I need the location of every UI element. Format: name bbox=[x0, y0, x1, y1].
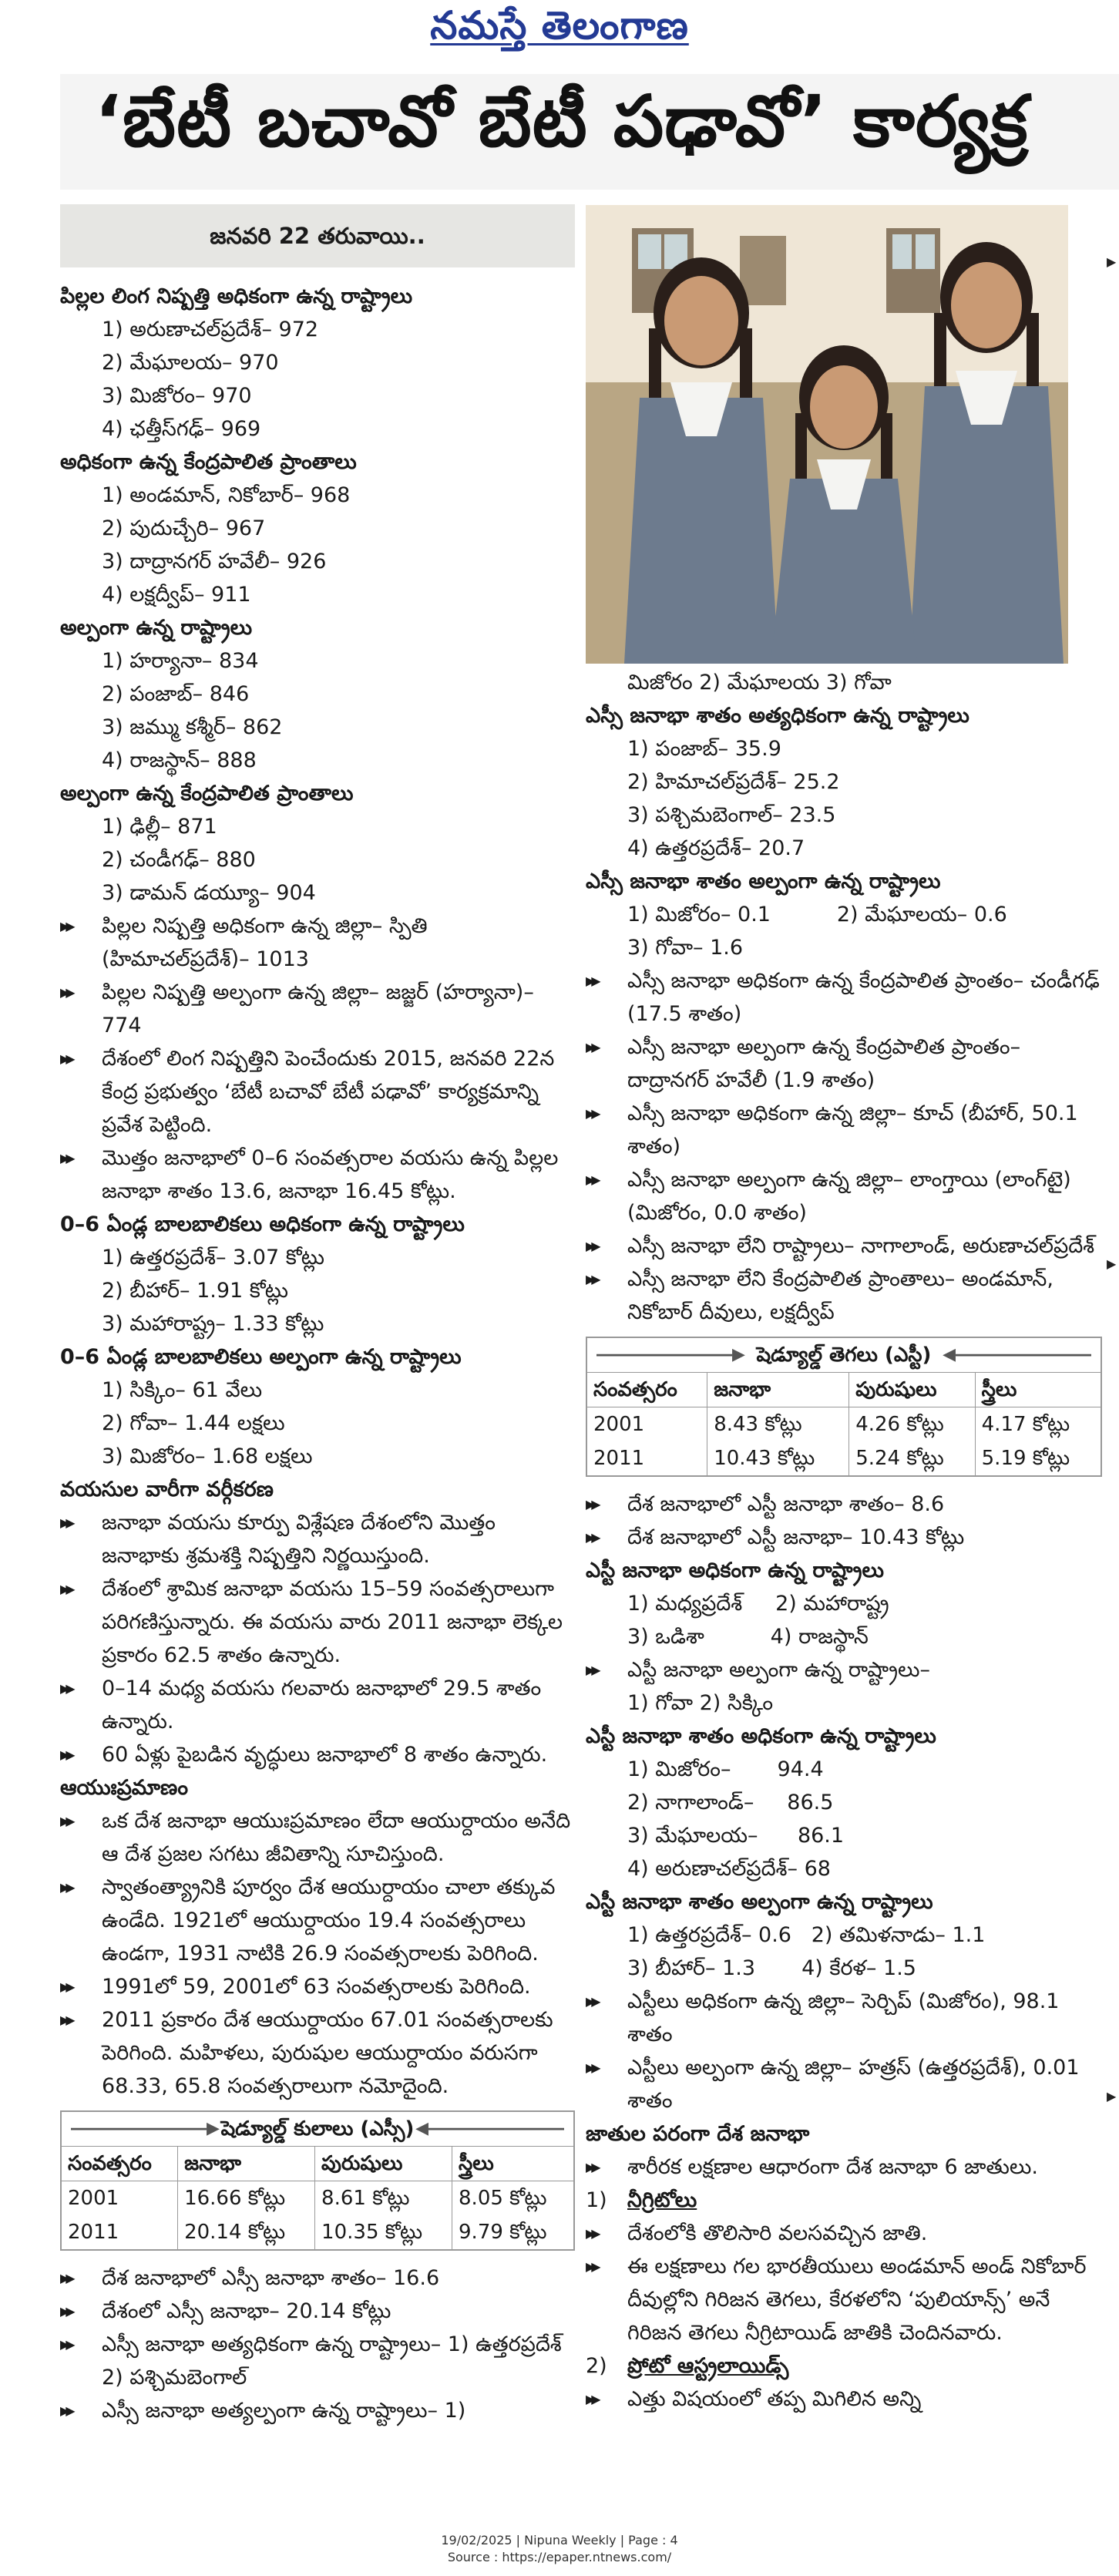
list-item: 1) మిజోరం– 94.4 bbox=[627, 1757, 824, 1781]
sc-table bbox=[60, 2110, 575, 2251]
list-item: 4) ఛత్తీస్‌గఢ్‌– 969 bbox=[102, 417, 261, 441]
bullet-item: ▶▶ ఎత్తు విషయంలో తప్ప మిగిలిన అన్ని bbox=[586, 2383, 1102, 2416]
list-item: 2) నాగాలాండ్‌– 86.5 bbox=[627, 1791, 834, 1814]
table-cell: 8.61 కోట్లు bbox=[315, 2181, 452, 2216]
section-heading: పిల్లల లింగ నిష్పత్తి అధికంగా ఉన్న రాష్ట్రాలు bbox=[60, 284, 413, 308]
column-left bbox=[60, 204, 575, 2427]
section-heading: అల్పంగా ఉన్న రాష్ట్రాలు bbox=[60, 616, 253, 640]
table-row bbox=[62, 2215, 573, 2249]
page-footer bbox=[0, 2532, 1119, 2566]
list-item: 3) ఒడిశా 4) రాజస్థాన్‌ bbox=[627, 1625, 869, 1649]
table-cell: 16.66 కోట్లు bbox=[178, 2181, 315, 2216]
bullet-item: ▶▶ 60 ఏళ్లు పైబడిన వృద్ధులు జనాభాలో 8 శాతం ఉన్నారు. bbox=[60, 1738, 575, 1771]
list-item: 3) మిజోరం– 1.68 లక్షలు bbox=[102, 1444, 313, 1468]
list-item: 3) జమ్ము కశ్మీర్‌– 862 bbox=[102, 715, 283, 739]
list-item: 1) మధ్యప్రదేశ్‌ 2) మహారాష్ట్ర bbox=[627, 1592, 889, 1616]
bullet-item: ▶▶ ఎస్సీ జనాభా అధికంగా ఉన్న జిల్లా– కూచ్‌ (బీహార్‌, 50.1 శాతం) bbox=[586, 1097, 1102, 1163]
table-header-cell: పురుషులు bbox=[849, 1373, 975, 1407]
bullet-item: ▶▶ 2011 ప్రకారం దేశ ఆయుర్దాయం 67.01 సంవత్సరాలకు పెరిగింది. మహిళలు, పురుషుల ఆయుర్దాయం వరుసగా 68.33, 65.8 సంవత్సరాలుగా నమోదైంది. bbox=[60, 2003, 575, 2103]
footer-source-line: Source : https://epaper.ntnews.com/ bbox=[447, 2550, 672, 2564]
table-header-row bbox=[587, 1373, 1101, 1407]
list-item: 1) హర్యానా– 834 bbox=[102, 649, 259, 673]
bullet-item: ▶▶ ఎస్సీ జనాభా అధికంగా ఉన్న కేంద్రపాలిత ప్రాంతం– చండీగఢ్‌ (17.5 శాతం) bbox=[586, 964, 1102, 1031]
list-item: 4) రాజస్థాన్‌– 888 bbox=[102, 748, 257, 772]
list-item: 4) లక్షద్వీప్‌– 911 bbox=[102, 583, 251, 607]
list-item: 3) డామన్‌ డయ్యూ– 904 bbox=[102, 881, 316, 905]
section-heading: అధికంగా ఉన్న కేంద్రపాలిత ప్రాంతాలు bbox=[60, 450, 357, 474]
race-subheading bbox=[586, 2184, 1102, 2217]
section-heading: 0–6 ఏండ్ల బాలబాలికలు అల్పంగా ఉన్న రాష్ట్రాలు bbox=[60, 1345, 462, 1369]
edge-bullet-icon: ▶ bbox=[1107, 254, 1117, 269]
list-item: 4) ఉత్తరప్రదేశ్‌– 20.7 bbox=[627, 836, 805, 860]
section-heading: ఆయుఃప్రమాణం bbox=[60, 1776, 189, 1800]
section-heading: వయసుల వారీగా వర్గీకరణ bbox=[60, 1478, 274, 1502]
list-item: 1) అండమాన్‌, నికోబార్‌– 968 bbox=[102, 483, 351, 507]
table-header-cell: సంవత్సరం bbox=[587, 1373, 707, 1407]
arrow-left-icon: ◀―――――――― bbox=[415, 2119, 564, 2138]
list-item: 2) బీహార్‌– 1.91 కోట్లు bbox=[102, 1279, 288, 1303]
table-header-cell: జనాభా bbox=[178, 2147, 315, 2181]
table-caption bbox=[62, 2112, 573, 2147]
bullet-item: ▶▶ 0–14 మధ్య వయసు గలవారు జనాభాలో 29.5 శాతం ఉన్నారు. bbox=[60, 1672, 575, 1738]
table-caption bbox=[587, 1338, 1101, 1373]
footer-date-line: 19/02/2025 | Nipuna Weekly | Page : 4 bbox=[441, 2533, 678, 2547]
bullet-item: ▶▶ ఒక దేశ జనాభా ఆయుఃప్రమాణం లేదా ఆయుర్దాయం అనేది ఆ దేశ ప్రజల సగటు జీవితాన్ని సూచిస్తుంది. bbox=[60, 1804, 575, 1871]
table-header-cell: జనాభా bbox=[707, 1373, 849, 1407]
bullet-item: ▶▶ ఎస్సీ జనాభా అత్యధికంగా ఉన్న రాష్ట్రాలు– 1) ఉత్తరప్రదేశ్‌ 2) పశ్చిమబెంగాల్‌ bbox=[60, 2328, 575, 2394]
list-item: 3) గోవా– 1.6 bbox=[627, 936, 744, 960]
list-item: 1) అరుణాచల్‌ప్రదేశ్‌– 972 bbox=[102, 318, 319, 341]
bullet-item: ▶▶ దేశంలో ఎస్సీ జనాభా– 20.14 కోట్లు bbox=[60, 2295, 575, 2328]
section-heading: అల్పంగా ఉన్న కేంద్రపాలిత ప్రాంతాలు bbox=[60, 782, 354, 805]
list-item: 1) ఉత్తరప్రదేశ్‌– 3.07 కోట్లు bbox=[102, 1246, 324, 1270]
section-heading: జాతుల పరంగా దేశ జనాభా bbox=[586, 2122, 810, 2146]
section-heading: 0–6 ఏండ్ల బాలబాలికలు అధికంగా ఉన్న రాష్ట్రాలు bbox=[60, 1212, 465, 1236]
bullet-item: ▶▶ 1991లో 59, 2001లో 63 సంవత్సరాలకు పెరిగింది. bbox=[60, 1970, 575, 2003]
bullet-item: ▶▶ ఎస్సీ జనాభా అత్యల్పంగా ఉన్న రాష్ట్రాలు– 1) bbox=[60, 2394, 575, 2427]
table-cell: 10.35 కోట్లు bbox=[315, 2215, 452, 2249]
race-title: నీగ్రిటోలు bbox=[627, 2188, 697, 2212]
bullet-item: ▶▶ దేశంలో లింగ నిష్పత్తిని పెంచేందుకు 2015, జనవరి 22న కేంద్ర ప్రభుత్వం ‘బేటీ బచావో బేటీ పఢావో’ కార్యక్రమాన్ని ప్రవేశ పెట్టింది. bbox=[60, 1042, 575, 1142]
list-item: 3) మిజోరం– 970 bbox=[102, 384, 252, 408]
bullet-item: ▶▶ ఎస్సీ జనాభా లేని రాష్ట్రాలు– నాగాలాండ్‌, అరుణాచల్‌ప్రదేశ్‌ bbox=[586, 1229, 1102, 1263]
bullet-item: ▶▶ శారీరక లక్షణాల ఆధారంగా దేశ జనాభా 6 జాతులు. bbox=[586, 2151, 1102, 2184]
race-title: ప్రోటో ఆస్ట్రలాయిడ్స్‌ bbox=[627, 2354, 789, 2378]
edge-bullet-icon: ▶ bbox=[1107, 2089, 1117, 2104]
bullet-item: ▶▶ పిల్లల నిష్పత్తి అధికంగా ఉన్న జిల్లా– స్పితి (హిమాచల్‌ప్రదేశ్‌)– 1013 bbox=[60, 910, 575, 976]
schoolgirls-photo bbox=[586, 205, 1068, 664]
bullet-item: ▶▶ ఈ లక్షణాలు గల భారతీయులు అండమాన్‌ అండ్‌ నికోబార్‌ దీవుల్లోని గిరిజన తెగలు, కేరళలోని ‘పులియాన్స్‌’ అనే గిరిజన తెగలు నీగ్రిటాయిడ్‌ జాతికి చెందినవారు. bbox=[586, 2250, 1102, 2349]
table-cell: 8.43 కోట్లు bbox=[707, 1407, 849, 1442]
edge-bullet-icon: ▶ bbox=[1107, 1256, 1117, 1271]
table-header-cell: పురుషులు bbox=[315, 2147, 452, 2181]
bullet-item: ▶▶ దేశ జనాభాలో ఎస్టీ జనాభా శాతం– 8.6 bbox=[586, 1488, 1102, 1521]
section-heading: ఎస్టీ జనాభా శాతం అధికంగా ఉన్న రాష్ట్రాలు bbox=[586, 1724, 936, 1748]
bullet-item: ▶▶ స్వాతంత్య్రానికి పూర్వం దేశ ఆయుర్దాయం చాలా తక్కువ ఉండేది. 1921లో ఆయుర్దాయం 19.4 సంవత్సరాలు ఉండగా, 1931 నాటికి 26.9 సంవత్సరాలకు పెరిగింది. bbox=[60, 1871, 575, 1970]
column-right bbox=[586, 666, 1102, 2416]
list-item: 2) చండీగఢ్‌– 880 bbox=[102, 848, 256, 872]
bullet-item: ▶▶ దేశ జనాభాలో ఎస్టీ జనాభా– 10.43 కోట్లు bbox=[586, 1521, 1102, 1554]
table-cell: 4.17 కోట్లు bbox=[981, 1412, 1070, 1436]
table-row bbox=[62, 2181, 573, 2216]
newspaper-masthead: నమస్తే తెలంగాణ bbox=[430, 3, 689, 48]
table-cell: 9.79 కోట్లు bbox=[459, 2220, 547, 2244]
table-caption-text: షెడ్యూల్డ్‌ కులాలు (ఎస్సీ) bbox=[220, 2117, 415, 2141]
section-heading: ఎస్సీ జనాభా శాతం అత్యధికంగా ఉన్న రాష్ట్రాలు bbox=[586, 704, 969, 728]
table-cell: 2011 bbox=[62, 2215, 178, 2249]
table-cell: 5.24 కోట్లు bbox=[849, 1441, 975, 1475]
list-item: 2) గోవా– 1.44 లక్షలు bbox=[102, 1411, 285, 1435]
table-cell: 2001 bbox=[587, 1407, 707, 1442]
section-heading: ఎస్సీ జనాభా శాతం అల్పంగా ఉన్న రాష్ట్రాలు bbox=[586, 869, 941, 893]
continuation-box: జనవరి 22 తరువాయి.. bbox=[60, 204, 575, 267]
continued-text: మిజోరం 2) మేఘాలయ 3) గోవా bbox=[627, 671, 892, 694]
arrow-right-icon: ――――――――▶ bbox=[71, 2119, 220, 2138]
bullet-item: ▶▶ మొత్తం జనాభాలో 0–6 సంవత్సరాల వయసు ఉన్న పిల్లల జనాభా శాతం 13.6, జనాభా 16.45 కోట్లు. bbox=[60, 1142, 575, 1208]
list-item: 1) సిక్కిం– 61 వేలు bbox=[102, 1378, 263, 1402]
bullet-item: ▶▶ ఎస్సీ జనాభా అల్పంగా ఉన్న కేంద్రపాలిత ప్రాంతం– దాద్రానగర్‌ హవేలీ (1.9 శాతం) bbox=[586, 1031, 1102, 1097]
bullet-item: ▶▶ దేశంలోకి తొలిసారి వలసవచ్చిన జాతి. bbox=[586, 2217, 1102, 2250]
list-item: 2) పుదుచ్చేరి– 967 bbox=[102, 516, 266, 540]
table-cell: 8.05 కోట్లు bbox=[459, 2186, 547, 2210]
list-item: 1) గోవా 2) సిక్కిం bbox=[627, 1691, 774, 1715]
list-item: 1) ఉత్తరప్రదేశ్‌– 0.6 2) తమిళనాడు– 1.1 bbox=[627, 1923, 986, 1947]
bullet-item: ▶▶ ఎస్టీ జనాభా అల్పంగా ఉన్న రాష్ట్రాలు– bbox=[586, 1653, 1102, 1687]
list-item: 1) పంజాబ్‌– 35.9 bbox=[627, 737, 781, 761]
table-cell: 10.43 కోట్లు bbox=[707, 1441, 849, 1475]
schoolgirls-illustration bbox=[586, 205, 1068, 664]
bullet-item: ▶▶ దేశంలో శ్రామిక జనాభా వయసు 15–59 సంవత్సరాలుగా పరిగణిస్తున్నారు. ఈ వయసు వారు 2011 జనాభా లెక్కల ప్రకారం 62.5 శాతం ఉన్నారు. bbox=[60, 1572, 575, 1672]
bullet-item: ▶▶ ఎస్సీ జనాభా లేని కేంద్రపాలిత ప్రాంతాలు– అండమాన్‌, నికోబార్‌ దీవులు, లక్షద్వీప్‌ bbox=[586, 1263, 1102, 1329]
headline-band bbox=[60, 74, 1119, 190]
list-item: 4) అరుణాచల్‌ప్రదేశ్‌– 68 bbox=[627, 1857, 831, 1881]
bullet-item: ▶▶ ఎస్టీలు అల్పంగా ఉన్న జిల్లా– హత్రస్‌ (ఉత్తరప్రదేశ్‌), 0.01 శాతం bbox=[586, 2051, 1102, 2117]
bullet-item: ▶▶ దేశ జనాభాలో ఎస్సీ జనాభా శాతం– 16.6 bbox=[60, 2262, 575, 2295]
table-header-cell: స్త్రీలు bbox=[452, 2147, 573, 2181]
table-cell: 20.14 కోట్లు bbox=[178, 2215, 315, 2249]
list-item: 3) పశ్చిమబెంగాల్‌– 23.5 bbox=[627, 803, 836, 827]
arrow-left-icon: ◀―――――――― bbox=[943, 1345, 1091, 1364]
table-cell: 2011 bbox=[587, 1441, 707, 1475]
table-cell: 4.26 కోట్లు bbox=[849, 1407, 975, 1442]
bullet-item: ▶▶ ఎస్టీలు అధికంగా ఉన్న జిల్లా– సెర్చిప్‌ (మిజోరం), 98.1 శాతం bbox=[586, 1985, 1102, 2051]
table-caption-text: షెడ్యూల్డ్‌ తెగలు (ఎస్టీ) bbox=[756, 1343, 932, 1367]
article-headline: ‘బేటీ బచావో బేటీ పఢావో’ కార్యక్ర bbox=[95, 80, 1029, 163]
table-header-cell: సంవత్సరం bbox=[62, 2147, 178, 2181]
st-table bbox=[586, 1337, 1102, 1477]
bullet-item: ▶▶ ఎస్సీ జనాభా అల్పంగా ఉన్న జిల్లా– లాంగ్తాయి (లాంగ్‌టై) (మిజోరం, 0.0 శాతం) bbox=[586, 1163, 1102, 1229]
table-header-cell: స్త్రీలు bbox=[975, 1373, 1101, 1407]
race-subheading bbox=[586, 2349, 1102, 2383]
list-item: 3) మేఘాలయ– 86.1 bbox=[627, 1824, 845, 1848]
race-number: 1) bbox=[586, 2188, 607, 2212]
table-row bbox=[587, 1407, 1101, 1442]
list-item: 3) మహారాష్ట్ర– 1.33 కోట్లు bbox=[102, 1312, 324, 1336]
list-item: 2) హిమాచల్‌ప్రదేశ్‌– 25.2 bbox=[627, 770, 840, 794]
bullet-item: ▶▶ జనాభా వయసు కూర్పు విశ్లేషణ దేశంలోని మొత్తం జనాభాకు శ్రమశక్తి నిష్పత్తిని నిర్ణయిస్తుంది. bbox=[60, 1506, 575, 1572]
list-item: 1) ఢిల్లీ– 871 bbox=[102, 815, 217, 839]
section-heading: ఎస్టీ జనాభా శాతం అల్పంగా ఉన్న రాష్ట్రాలు bbox=[586, 1890, 933, 1914]
list-item: 3) దాద్రానగర్‌ హవేలీ– 926 bbox=[102, 550, 327, 573]
list-item: 2) మేఘాలయ– 970 bbox=[102, 351, 279, 375]
table-cell: 2001 bbox=[62, 2181, 178, 2216]
bullet-item: ▶▶ పిల్లల నిష్పత్తి అల్పంగా ఉన్న జిల్లా– జజ్జర్‌ (హర్యానా)– 774 bbox=[60, 976, 575, 1042]
list-item: 2) పంజాబ్‌– 846 bbox=[102, 682, 250, 706]
arrow-right-icon: ――――――――▶ bbox=[596, 1345, 745, 1364]
table-row bbox=[587, 1441, 1101, 1475]
table-header-row bbox=[62, 2147, 573, 2181]
race-number: 2) bbox=[586, 2354, 607, 2378]
table-cell: 5.19 కోట్లు bbox=[981, 1446, 1070, 1470]
list-item: 3) బీహార్‌– 1.3 4) కేరళ– 1.5 bbox=[627, 1956, 916, 1980]
list-item: 1) మిజోరం– 0.1 2) మేఘాలయ– 0.6 bbox=[627, 903, 1007, 926]
section-heading: ఎస్టీ జనాభా అధికంగా ఉన్న రాష్ట్రాలు bbox=[586, 1559, 884, 1582]
